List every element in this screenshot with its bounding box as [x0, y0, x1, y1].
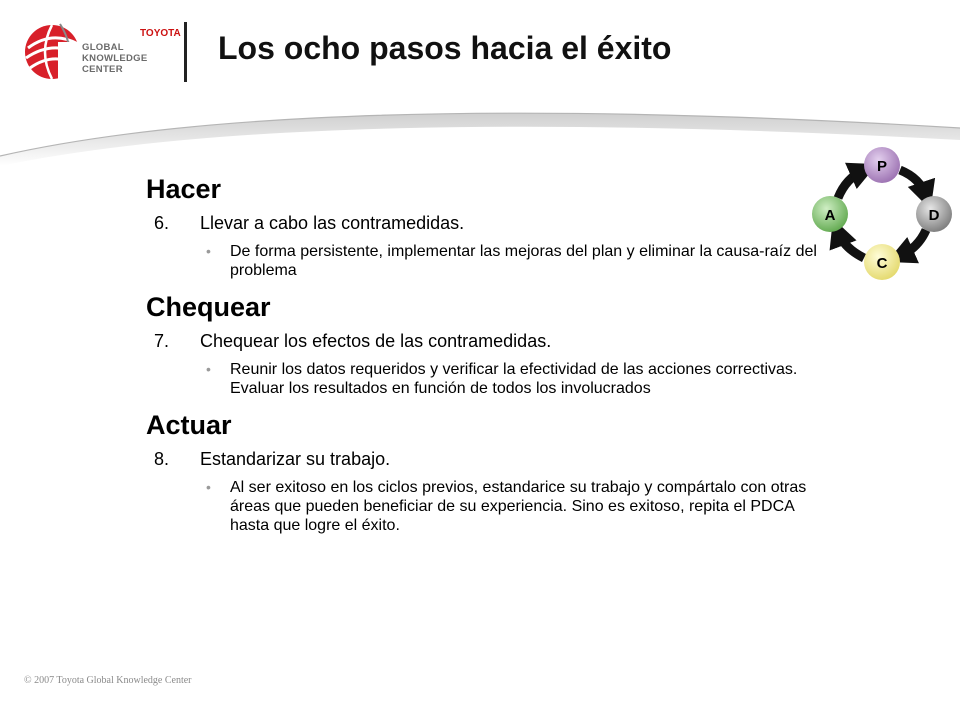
step-number: 8.: [154, 449, 170, 469]
bullet-item: [146, 360, 846, 398]
bullet-item: [146, 242, 846, 280]
step-number: 7.: [154, 331, 170, 351]
step-text: Llevar a cabo las contramedidas.: [200, 213, 465, 233]
pdca-node-c: [864, 244, 900, 280]
bullet-dot-icon: •: [206, 479, 211, 495]
step-item: [146, 212, 846, 234]
section-hacer: [146, 172, 846, 280]
step-item: [146, 448, 846, 470]
bullet-text: De forma persistente, implementar las mejoras del plan y eliminar la causa-raíz del problema: [230, 243, 817, 279]
pdca-node-p: [864, 147, 900, 183]
pdca-node-d: [916, 196, 952, 232]
bullet-text: Reunir los datos requeridos y verificar la efectividad de las acciones correctivas. Evaluar los resultados en función de todos los involucrados: [230, 361, 798, 397]
arrow-c-to-a-icon: [838, 232, 864, 258]
page-title: Los ocho pasos hacia el éxito: [218, 30, 672, 66]
bullet-text: Al ser exitoso en los ciclos previos, estandarice su trabajo y compártalo con otras áreas que pueden beneficiar de su experiencia. Sino es exitoso, repita el PDCA hasta que logre el éxito.: [230, 479, 807, 534]
svg-text:D: D: [928, 207, 940, 224]
section-heading: Hacer: [146, 174, 222, 204]
step-text: Chequear los efectos de las contramedidas.: [200, 331, 552, 351]
step-item: [146, 330, 846, 352]
toyota-brand: TOYOTA: [140, 28, 181, 39]
section-heading: Actuar: [146, 410, 232, 440]
bullet-dot-icon: •: [206, 361, 211, 377]
svg-text:A: A: [824, 207, 836, 224]
bullet-item: [146, 478, 846, 535]
logo-line-knowledge: KNOWLEDGE: [82, 53, 148, 64]
pdca-cycle-diagram: [808, 140, 958, 290]
section-actuar: [146, 408, 846, 535]
logo-line-global: GLOBAL: [82, 42, 124, 53]
content-area: [146, 172, 846, 545]
bullet-dot-icon: •: [206, 243, 211, 259]
step-text: Estandarizar su trabajo.: [200, 449, 391, 469]
logo-line-center: CENTER: [82, 64, 123, 75]
section-chequear: [146, 290, 846, 398]
pdca-node-a: [812, 196, 848, 232]
header-divider: [184, 22, 187, 82]
arrow-a-to-p-icon: [838, 170, 864, 198]
step-number: 6.: [154, 213, 170, 233]
svg-text:P: P: [876, 158, 888, 175]
section-heading: Chequear: [146, 292, 271, 322]
logo: [22, 18, 181, 84]
arrow-p-to-d-icon: [900, 170, 926, 196]
svg-text:C: C: [876, 255, 888, 272]
copyright-footer: © 2007 Toyota Global Knowledge Center: [24, 675, 192, 686]
arrow-d-to-c-icon: [900, 230, 926, 256]
